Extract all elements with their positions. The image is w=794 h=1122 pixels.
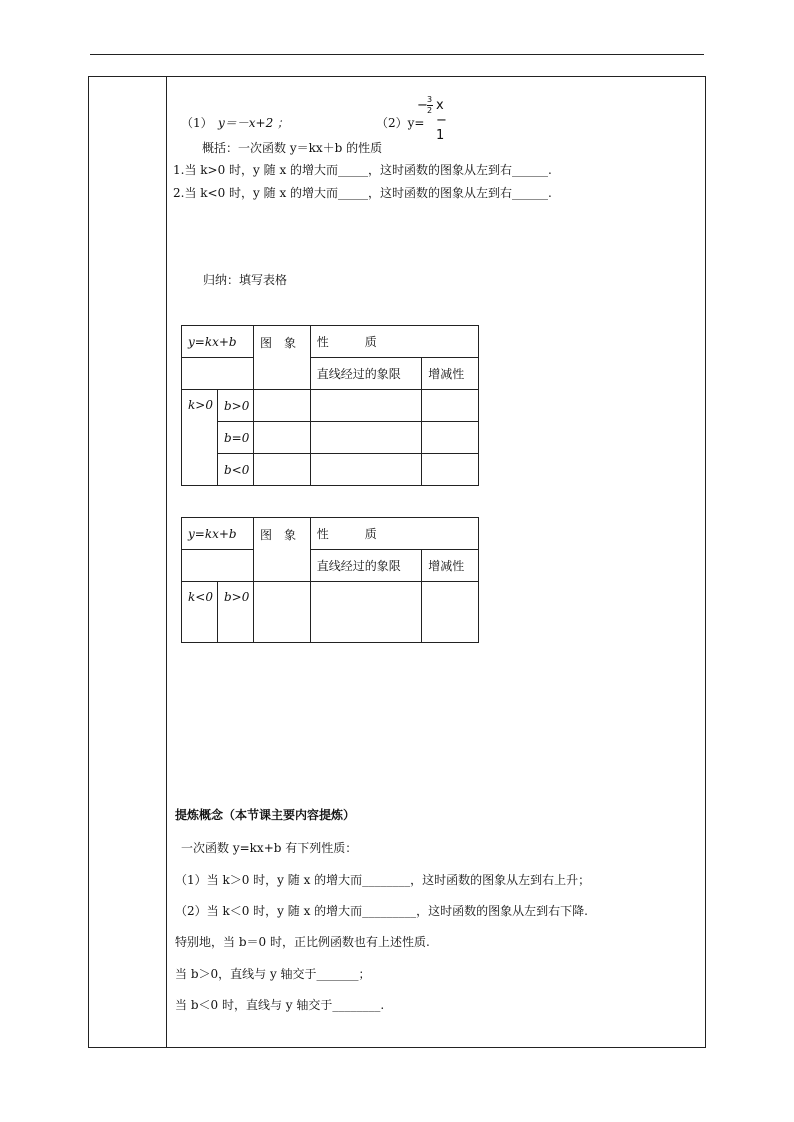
table2-header-quadrant: 直线经过的象限 bbox=[310, 550, 421, 582]
table2-cell[interactable] bbox=[253, 582, 310, 643]
table2-header-property: 性 质 bbox=[310, 518, 478, 550]
table1-cell[interactable] bbox=[422, 454, 479, 486]
table1-blank-cell bbox=[182, 358, 254, 390]
table1-header-image: 图 象 bbox=[253, 326, 310, 390]
equation-1-label: （1） bbox=[181, 116, 213, 130]
induction-heading: 归纳：填写表格 bbox=[203, 273, 288, 287]
table1-cell[interactable] bbox=[422, 390, 479, 422]
table1-header-func: y=kx+b bbox=[182, 326, 254, 358]
concept-special-case: 特别地，当 b＝0 时，正比例函数也有上述性质. bbox=[175, 935, 430, 949]
table2-header-monotonic: 增减性 bbox=[422, 550, 479, 582]
fraction-denominator: 2 bbox=[427, 106, 433, 115]
concept-point-1: （1）当 k＞0 时，y 随 x 的增大而________，这时函数的图象从左到右上升； bbox=[175, 873, 591, 887]
property-line-2: 2.当 k<0 时，y 随 x 的增大而_____，这时函数的图象从左到右______. bbox=[173, 186, 552, 200]
table1-header-monotonic: 增减性 bbox=[422, 358, 479, 390]
property-table-k-positive bbox=[181, 325, 479, 486]
table1-cell[interactable] bbox=[310, 454, 421, 486]
concept-point-2: （2）当 k＜0 时，y 随 x 的增大而_________，这时函数的图象从左到右下降. bbox=[175, 904, 588, 918]
equation-2-rest: x − 1 bbox=[436, 98, 447, 143]
table1-header-quadrant: 直线经过的象限 bbox=[310, 358, 421, 390]
table1-header-property: 性 质 bbox=[310, 326, 478, 358]
table1-cell[interactable] bbox=[253, 454, 310, 486]
table2-blank-cell bbox=[182, 550, 254, 582]
equation-2-minus: − bbox=[417, 98, 428, 113]
property-table-k-negative bbox=[181, 517, 479, 643]
concept-b-positive: 当 b＞0，直线与 y 轴交于_______； bbox=[175, 967, 371, 981]
concept-b-negative: 当 b＜0 时，直线与 y 轴交于________. bbox=[175, 998, 385, 1012]
table2-cell[interactable] bbox=[422, 582, 479, 643]
equation-1: y＝－x+2 ； bbox=[218, 116, 290, 130]
concept-intro: 一次函数 y=kx+b 有下列性质： bbox=[181, 841, 358, 855]
table1-b-label: b=0 bbox=[217, 422, 253, 454]
table1-cell[interactable] bbox=[253, 390, 310, 422]
property-line-1: 1.当 k>0 时，y 随 x 的增大而_____，这时函数的图象从左到右______. bbox=[173, 163, 552, 177]
left-column-divider bbox=[166, 77, 167, 1047]
table1-cell[interactable] bbox=[310, 422, 421, 454]
table1-cell[interactable] bbox=[422, 422, 479, 454]
header-rule bbox=[90, 54, 704, 55]
concept-heading: 提炼概念（本节课主要内容提炼） bbox=[175, 808, 356, 822]
table1-k-label: k>0 bbox=[182, 390, 218, 486]
table1-b-label: b<0 bbox=[217, 454, 253, 486]
table1-cell[interactable] bbox=[310, 390, 421, 422]
table2-header-func: y=kx+b bbox=[182, 518, 254, 550]
table1-b-label: b>0 bbox=[217, 390, 253, 422]
equation-2-label: （2）y= bbox=[376, 116, 425, 130]
summary-heading: 概括：一次函数 y＝kx＋b 的性质 bbox=[202, 141, 383, 155]
table2-b-label: b>0 bbox=[217, 582, 253, 643]
fraction-numerator: 3 bbox=[427, 95, 433, 104]
table2-cell[interactable] bbox=[310, 582, 421, 643]
table2-header-image: 图 象 bbox=[253, 518, 310, 582]
table1-cell[interactable] bbox=[253, 422, 310, 454]
table2-k-label: k<0 bbox=[182, 582, 218, 643]
